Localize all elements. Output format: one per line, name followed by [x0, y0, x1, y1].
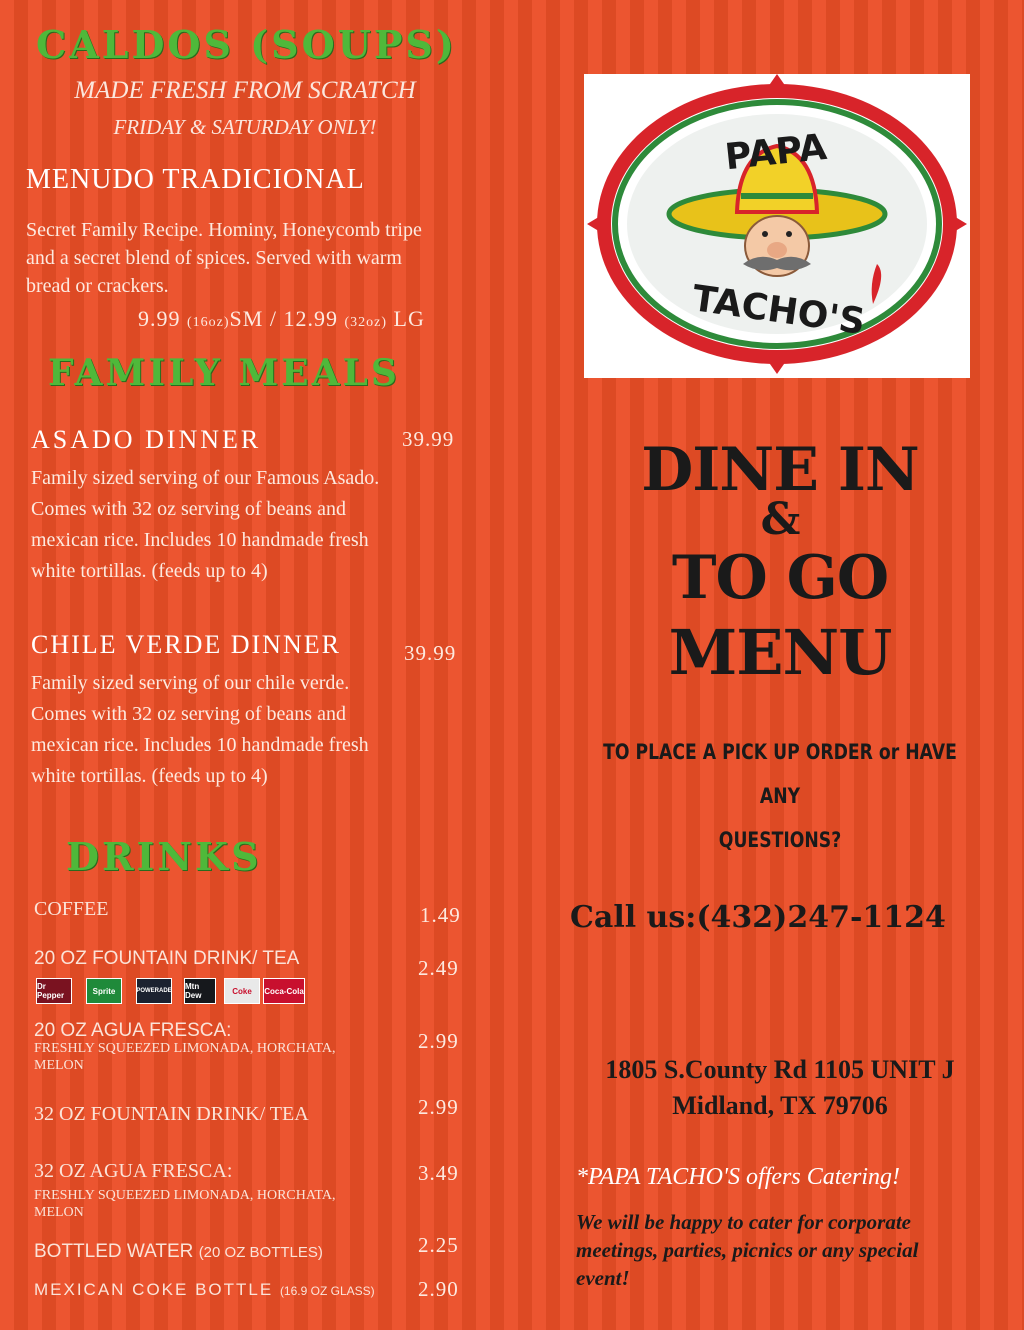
desc-line: mexican rice. Includes 10 handmade fresh: [31, 529, 369, 551]
mexican-coke-note: (16.9 OZ GLASS): [279, 1284, 375, 1298]
drink-20oz-fountain-price: 2.49: [418, 956, 459, 980]
price-sm: 9.99: [138, 306, 181, 331]
menudo-description: [26, 216, 422, 300]
bottled-water-note: (20 OZ BOTTLES): [198, 1244, 323, 1261]
soda-logos: [36, 978, 308, 1006]
headline-ampersand: &: [760, 494, 800, 545]
mtn-dew-logo: Mtn Dew: [184, 978, 216, 1004]
headline: [590, 435, 970, 689]
logo-text-tachos: TACHO'S: [689, 278, 868, 344]
drinks-heading: DRINKS: [66, 834, 262, 879]
catering-description: [576, 1208, 918, 1292]
drink-32oz-fountain-price: 2.99: [418, 1095, 459, 1119]
papa-tachos-logo: [584, 74, 970, 378]
asado-description: [31, 463, 379, 587]
sprite-logo: Sprite: [86, 978, 122, 1004]
menudo-price: [138, 306, 425, 332]
catering-line: meetings, parties, picnics or any special: [576, 1238, 919, 1262]
catering-line: event!: [576, 1266, 630, 1290]
catering-line: We will be happy to cater for corporate: [576, 1210, 911, 1234]
order-prompt-line1: TO PLACE A PICK UP ORDER or HAVE ANY: [603, 740, 957, 808]
menudo-title: MENUDO TRADICIONAL: [26, 164, 365, 195]
coke-logo: Coke: [224, 978, 260, 1004]
drink-32oz-agua-fresca: 32 OZ AGUA FRESCA:: [34, 1160, 233, 1182]
drink-mexican-coke-price: 2.90: [418, 1277, 459, 1301]
caldos-subtitle-2: FRIDAY & SATURDAY ONLY!: [113, 115, 377, 139]
caldos-heading: CALDOS (SOUPS): [36, 22, 457, 67]
desc-line: white tortillas. (feeds up to 4): [31, 560, 268, 582]
powerade-logo: POWERADE: [136, 978, 172, 1004]
address-line2: Midland, TX 79706: [672, 1091, 888, 1120]
size-lg: (32oz): [344, 315, 388, 330]
logo-box: [584, 74, 970, 378]
drink-20oz-fountain: 20 OZ FOUNTAIN DRINK/ TEA: [34, 948, 300, 969]
address-line1: 1805 S.County Rd 1105 UNIT J: [605, 1055, 955, 1084]
desc-line: mexican rice. Includes 10 handmade fresh: [31, 734, 369, 756]
drink-32oz-agua-fresca-sub: FRESHLY SQUEEZED LIMONADA, HORCHATA, MELON: [34, 1188, 336, 1220]
dr-pepper-logo: Dr Pepper: [36, 978, 72, 1004]
caldos-subtitle-1: MADE FRESH FROM SCRATCH: [74, 77, 416, 104]
desc-line: Secret Family Recipe. Hominy, Honeycomb tripe: [26, 219, 422, 241]
desc-line: Comes with 32 oz serving of beans and: [31, 498, 346, 520]
desc-line: white tortillas. (feeds up to 4): [31, 765, 268, 787]
price-lg: 12.99: [283, 306, 338, 331]
drink-32oz-fountain: 32 OZ FOUNTAIN DRINK/ TEA: [34, 1103, 309, 1125]
headline-menu: MENU: [668, 616, 892, 689]
desc-line: Family sized serving of our Famous Asado.: [31, 467, 380, 489]
bottled-water-label: BOTTLED WATER: [34, 1241, 194, 1262]
drink-coffee-price: 1.49: [420, 903, 461, 927]
phone-number[interactable]: Call us:(432)247-1124: [570, 900, 946, 935]
chile-verde-title: CHILE VERDE DINNER: [31, 630, 341, 659]
order-prompt-line2: QUESTIONS?: [718, 828, 842, 852]
drink-coffee: COFFEE: [34, 898, 109, 920]
label-sm: SM: [229, 306, 264, 331]
desc-line: bread or crackers.: [26, 275, 169, 297]
headline-dine-in: DINE IN: [641, 435, 919, 505]
family-meals-heading: FAMILY MEALS: [48, 352, 400, 394]
catering-title: *PAPA TACHO'S offers Catering!: [576, 1164, 901, 1190]
desc-line: Comes with 32 oz serving of beans and: [31, 703, 346, 725]
logo-text-papa: PAPA: [722, 126, 829, 179]
price-separator: /: [269, 306, 277, 331]
size-sm: (16oz): [187, 315, 230, 330]
drink-bottled-water-price: 2.25: [418, 1233, 459, 1257]
coca-cola-logo: Coca-Cola: [263, 978, 305, 1004]
asado-price: 39.99: [402, 427, 455, 451]
label-lg: LG: [393, 306, 425, 331]
drink-20oz-agua-fresca: 20 OZ AGUA FRESCA:: [34, 1020, 232, 1041]
desc-line: and a secret blend of spices. Served with warm: [26, 247, 402, 269]
desc-line: Family sized serving of our chile verde.: [31, 672, 350, 694]
asado-title: ASADO DINNER: [31, 425, 262, 454]
headline-to-go: TO GO: [671, 543, 889, 613]
drink-20oz-agua-fresca-price: 2.99: [418, 1029, 459, 1053]
mexican-coke-label: MEXICAN COKE BOTTLE: [34, 1280, 274, 1299]
drink-20oz-agua-fresca-sub: FRESHLY SQUEEZED LIMONADA, HORCHATA, MELON: [34, 1041, 336, 1073]
drink-bottled-water: [34, 1241, 323, 1263]
drink-32oz-agua-fresca-price: 3.49: [418, 1161, 459, 1185]
order-prompt: [600, 730, 961, 862]
chile-verde-description: [31, 668, 369, 792]
drink-mexican-coke: [34, 1280, 375, 1300]
chile-verde-price: 39.99: [404, 641, 457, 665]
address: [570, 1052, 990, 1124]
